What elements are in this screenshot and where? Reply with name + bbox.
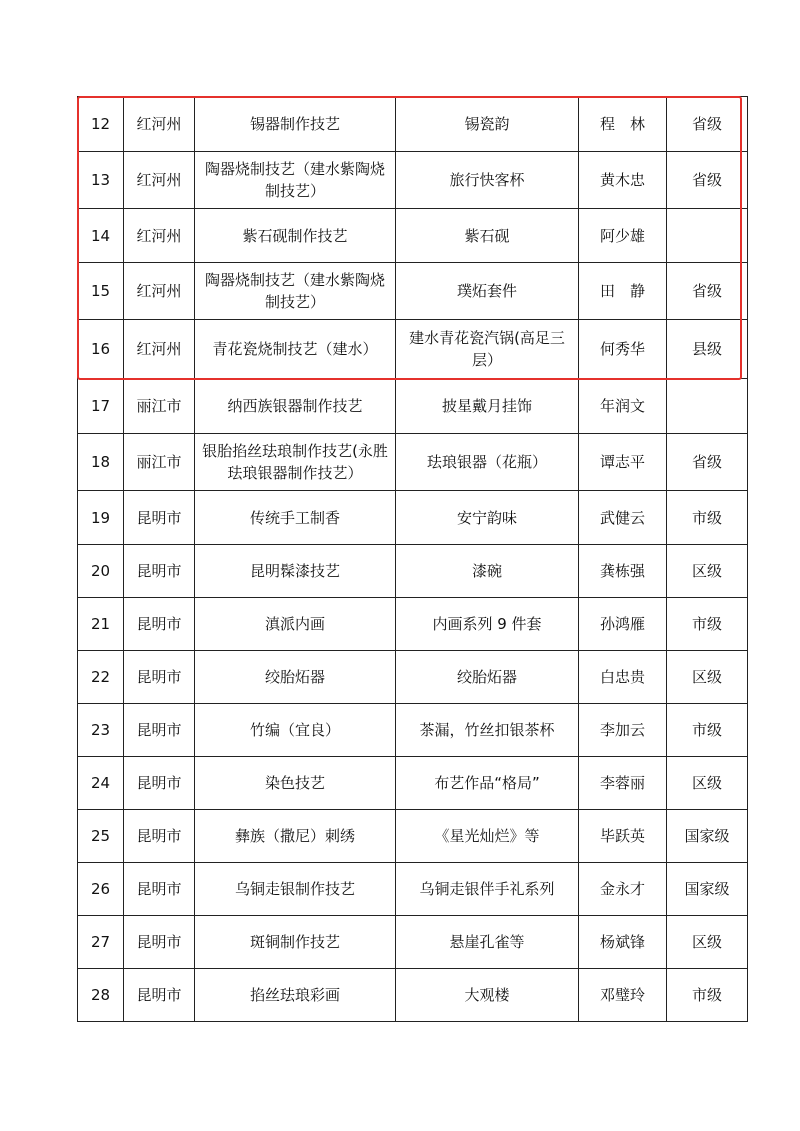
person-cell: 谭志平 bbox=[579, 434, 667, 491]
row-number: 24 bbox=[78, 757, 124, 810]
table-row bbox=[78, 598, 748, 651]
craft-cell: 绞胎炻器 bbox=[195, 651, 396, 704]
table-row bbox=[78, 379, 748, 434]
row-number: 19 bbox=[78, 491, 124, 545]
level-cell: 国家级 bbox=[667, 863, 748, 916]
table-row bbox=[78, 810, 748, 863]
work-cell: 珐琅银器（花瓶） bbox=[396, 434, 579, 491]
region-cell: 昆明市 bbox=[124, 651, 195, 704]
person-cell: 金永才 bbox=[579, 863, 667, 916]
table-row bbox=[78, 320, 748, 379]
person-cell: 程 林 bbox=[579, 97, 667, 152]
craft-cell: 染色技艺 bbox=[195, 757, 396, 810]
table-row bbox=[78, 434, 748, 491]
person-cell: 阿少雄 bbox=[579, 209, 667, 263]
level-cell: 区级 bbox=[667, 916, 748, 969]
region-cell: 昆明市 bbox=[124, 757, 195, 810]
work-cell: 披星戴月挂饰 bbox=[396, 379, 579, 434]
person-cell: 年润文 bbox=[579, 379, 667, 434]
craft-cell: 彝族（撒尼）刺绣 bbox=[195, 810, 396, 863]
table-row bbox=[78, 209, 748, 263]
work-cell: 璞炻套件 bbox=[396, 263, 579, 320]
craft-cell: 银胎掐丝珐琅制作技艺(永胜珐琅银器制作技艺） bbox=[195, 434, 396, 491]
person-cell: 杨斌锋 bbox=[579, 916, 667, 969]
row-number: 14 bbox=[78, 209, 124, 263]
craft-cell: 青花瓷烧制技艺（建水） bbox=[195, 320, 396, 379]
person-cell: 何秀华 bbox=[579, 320, 667, 379]
row-number: 26 bbox=[78, 863, 124, 916]
level-cell: 省级 bbox=[667, 434, 748, 491]
level-cell: 市级 bbox=[667, 704, 748, 757]
level-cell: 区级 bbox=[667, 651, 748, 704]
region-cell: 红河州 bbox=[124, 209, 195, 263]
person-cell: 黄木忠 bbox=[579, 152, 667, 209]
level-cell: 区级 bbox=[667, 757, 748, 810]
person-cell: 毕跃英 bbox=[579, 810, 667, 863]
region-cell: 红河州 bbox=[124, 263, 195, 320]
person-cell: 李蓉丽 bbox=[579, 757, 667, 810]
table-body bbox=[78, 97, 748, 1022]
craft-cell: 昆明髹漆技艺 bbox=[195, 545, 396, 598]
person-cell: 田 静 bbox=[579, 263, 667, 320]
level-cell: 市级 bbox=[667, 491, 748, 545]
region-cell: 昆明市 bbox=[124, 969, 195, 1022]
table-row bbox=[78, 757, 748, 810]
craft-cell: 竹编（宜良） bbox=[195, 704, 396, 757]
person-cell: 武健云 bbox=[579, 491, 667, 545]
row-number: 23 bbox=[78, 704, 124, 757]
region-cell: 昆明市 bbox=[124, 545, 195, 598]
work-cell: 内画系列 9 件套 bbox=[396, 598, 579, 651]
person-cell: 龚栋强 bbox=[579, 545, 667, 598]
work-cell: 紫石砚 bbox=[396, 209, 579, 263]
craft-cell: 滇派内画 bbox=[195, 598, 396, 651]
work-cell: 乌铜走银伴手礼系列 bbox=[396, 863, 579, 916]
level-cell: 市级 bbox=[667, 969, 748, 1022]
level-cell: 省级 bbox=[667, 97, 748, 152]
region-cell: 丽江市 bbox=[124, 379, 195, 434]
region-cell: 丽江市 bbox=[124, 434, 195, 491]
table-row bbox=[78, 491, 748, 545]
level-cell: 市级 bbox=[667, 598, 748, 651]
row-number: 17 bbox=[78, 379, 124, 434]
work-cell: 悬崖孔雀等 bbox=[396, 916, 579, 969]
table-row bbox=[78, 545, 748, 598]
row-number: 27 bbox=[78, 916, 124, 969]
work-cell: 大观楼 bbox=[396, 969, 579, 1022]
craft-cell: 紫石砚制作技艺 bbox=[195, 209, 396, 263]
work-cell: 布艺作品“格局” bbox=[396, 757, 579, 810]
table-row bbox=[78, 916, 748, 969]
person-cell: 孙鸿雁 bbox=[579, 598, 667, 651]
row-number: 18 bbox=[78, 434, 124, 491]
row-number: 20 bbox=[78, 545, 124, 598]
row-number: 13 bbox=[78, 152, 124, 209]
row-number: 21 bbox=[78, 598, 124, 651]
row-number: 15 bbox=[78, 263, 124, 320]
table-row bbox=[78, 863, 748, 916]
table-row bbox=[78, 704, 748, 757]
work-cell: 旅行快客杯 bbox=[396, 152, 579, 209]
region-cell: 红河州 bbox=[124, 152, 195, 209]
row-number: 22 bbox=[78, 651, 124, 704]
person-cell: 白忠贵 bbox=[579, 651, 667, 704]
level-cell: 省级 bbox=[667, 152, 748, 209]
craft-cell: 乌铜走银制作技艺 bbox=[195, 863, 396, 916]
region-cell: 昆明市 bbox=[124, 704, 195, 757]
region-cell: 昆明市 bbox=[124, 598, 195, 651]
work-cell: 茶漏，竹丝扣银茶杯 bbox=[396, 704, 579, 757]
table-row bbox=[78, 969, 748, 1022]
table-row bbox=[78, 152, 748, 209]
work-cell: 漆碗 bbox=[396, 545, 579, 598]
work-cell: 绞胎炻器 bbox=[396, 651, 579, 704]
work-cell: 建水青花瓷汽锅(高足三层） bbox=[396, 320, 579, 379]
craft-cell: 陶器烧制技艺（建水紫陶烧制技艺） bbox=[195, 152, 396, 209]
row-number: 28 bbox=[78, 969, 124, 1022]
level-cell: 省级 bbox=[667, 263, 748, 320]
table-row bbox=[78, 263, 748, 320]
level-cell: 国家级 bbox=[667, 810, 748, 863]
person-cell: 李加云 bbox=[579, 704, 667, 757]
craft-cell: 纳西族银器制作技艺 bbox=[195, 379, 396, 434]
level-cell bbox=[667, 379, 748, 434]
craft-cell: 斑铜制作技艺 bbox=[195, 916, 396, 969]
craft-cell: 掐丝珐琅彩画 bbox=[195, 969, 396, 1022]
level-cell bbox=[667, 209, 748, 263]
person-cell: 邓璧玲 bbox=[579, 969, 667, 1022]
row-number: 25 bbox=[78, 810, 124, 863]
work-cell: 锡瓷韵 bbox=[396, 97, 579, 152]
craft-cell: 锡器制作技艺 bbox=[195, 97, 396, 152]
region-cell: 昆明市 bbox=[124, 810, 195, 863]
region-cell: 昆明市 bbox=[124, 491, 195, 545]
level-cell: 区级 bbox=[667, 545, 748, 598]
craft-cell: 陶器烧制技艺（建水紫陶烧制技艺） bbox=[195, 263, 396, 320]
region-cell: 昆明市 bbox=[124, 916, 195, 969]
table-row bbox=[78, 651, 748, 704]
level-cell: 县级 bbox=[667, 320, 748, 379]
work-cell: 《星光灿烂》等 bbox=[396, 810, 579, 863]
work-cell: 安宁韵味 bbox=[396, 491, 579, 545]
region-cell: 昆明市 bbox=[124, 863, 195, 916]
region-cell: 红河州 bbox=[124, 320, 195, 379]
heritage-table bbox=[77, 96, 748, 1022]
table-row bbox=[78, 97, 748, 152]
row-number: 16 bbox=[78, 320, 124, 379]
row-number: 12 bbox=[78, 97, 124, 152]
craft-cell: 传统手工制香 bbox=[195, 491, 396, 545]
region-cell: 红河州 bbox=[124, 97, 195, 152]
